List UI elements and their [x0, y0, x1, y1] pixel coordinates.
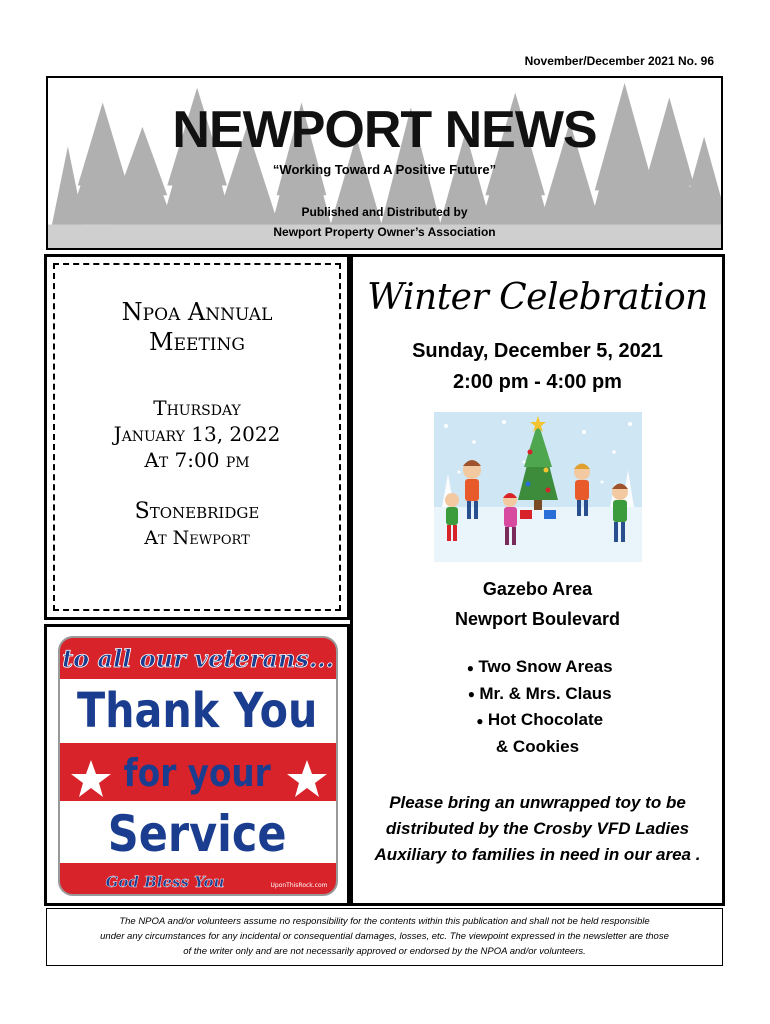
toy-drive-note	[353, 790, 722, 868]
list-item: ● Two Snow Areas	[353, 654, 722, 681]
bullet-icon: ●	[466, 660, 475, 675]
winter-location	[353, 574, 722, 634]
meeting-title	[55, 297, 339, 357]
meeting-date: January 13, 2022	[113, 422, 281, 446]
list-item: ● Mr. & Mrs. Claus	[353, 681, 722, 708]
annual-meeting-box	[44, 254, 350, 620]
list-item: ● Hot Chocolate	[353, 707, 722, 734]
winter-location-line-2: Newport Boulevard	[454, 609, 621, 629]
meeting-title-line-1: Npoa Annual	[121, 298, 273, 326]
winter-title: Winter Celebration	[367, 277, 708, 318]
winter-activities-list	[353, 654, 722, 760]
newsletter-title: NEWPORT NEWS	[172, 101, 597, 159]
toy-drive-note-line-3: Auxiliary to families in need in our area .	[374, 844, 701, 864]
thank-you-veterans-sign	[57, 635, 339, 897]
publisher-info	[48, 202, 721, 242]
meeting-venue-line-2: At Newport	[144, 527, 250, 549]
disclaimer-line-2: under any circumstances for any incidental or consequential damages, losses, etc. The viewpoint expressed in the newsletter are those	[100, 931, 669, 942]
winter-datetime	[353, 336, 722, 398]
veterans-thank-you-box	[44, 624, 350, 906]
veterans-watermark: UponThisRock.com	[270, 882, 328, 889]
list-item-continuation: & Cookies	[495, 736, 580, 756]
toy-drive-note-line-2: distributed by the Crosby VFD Ladies	[385, 818, 690, 838]
disclaimer	[46, 908, 723, 966]
meeting-venue-line-1: Stonebridge	[134, 499, 260, 524]
kids-christmas-tree-illustration	[434, 412, 642, 562]
meeting-datetime	[55, 395, 339, 473]
meeting-day: Thursday	[153, 396, 241, 420]
bullet-icon: ●	[467, 687, 475, 702]
disclaimer-line-1: The NPOA and/or volunteers assume no responsibility for the contents within this publication and shall not be held responsible	[119, 916, 650, 927]
issue-line: November/December 2021 No. 96	[524, 54, 714, 68]
tagline: “Working Toward A Positive Future”	[272, 162, 497, 177]
bullet-icon: ●	[476, 713, 484, 728]
publisher-line-1: Published and Distributed by	[301, 205, 468, 219]
annual-meeting-dashed-border	[53, 263, 341, 611]
veterans-signature: God Bless You	[105, 873, 225, 891]
masthead	[46, 76, 723, 250]
winter-time: 2:00 pm - 4:00 pm	[453, 371, 622, 393]
publisher-line-2: Newport Property Owner’s Association	[273, 225, 496, 239]
meeting-title-line-2: Meeting	[149, 328, 245, 356]
meeting-time: At 7:00 pm	[144, 448, 250, 472]
winter-date: Sunday, December 5, 2021	[412, 340, 663, 362]
veterans-line-1: to all our veterans...	[62, 644, 334, 673]
winter-celebration-box	[350, 254, 725, 906]
toy-drive-note-line-1: Please bring an unwrapped toy to be	[389, 792, 686, 812]
veterans-line-3: for your	[123, 751, 271, 796]
veterans-line-4: Service	[107, 804, 287, 863]
winter-location-line-1: Gazebo Area	[482, 579, 593, 599]
disclaimer-line-3: of the writer only and are not necessarily approved or endorsed by the NPOA and/or volunteers.	[183, 946, 586, 957]
veterans-line-2: Thank You	[76, 681, 318, 739]
